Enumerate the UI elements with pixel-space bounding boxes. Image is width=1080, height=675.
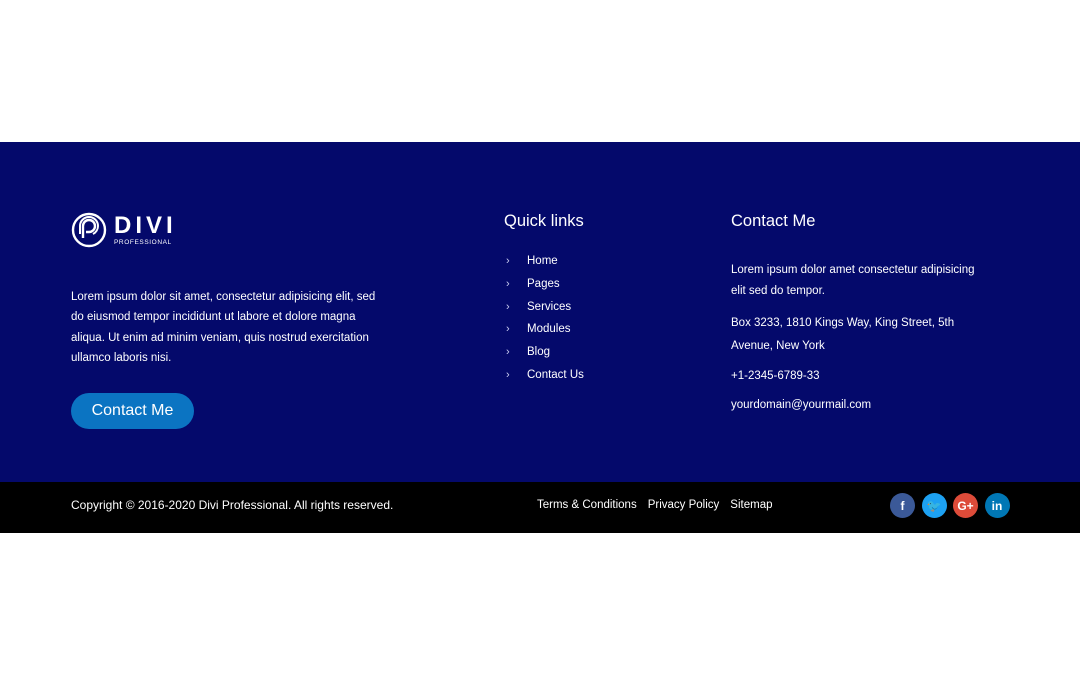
chevron-right-icon: › bbox=[506, 368, 510, 381]
brand-tagline: PROFESSIONAL bbox=[114, 238, 172, 246]
about-text: Lorem ipsum dolor sit amet, consectetur adipisicing elit, sed do eiusmod tempor incididunt ut labore et dolore magna aliqua. Ut enim ad minim veniam, quis nostrud exercitation ullamco laboris nisi. bbox=[71, 291, 376, 364]
quick-link-pages[interactable]: › Pages bbox=[506, 278, 560, 291]
quick-link-services[interactable]: › Services bbox=[506, 300, 572, 313]
facebook-icon[interactable]: f bbox=[890, 493, 915, 518]
quick-link-modules[interactable]: › Modules bbox=[506, 323, 571, 336]
contact-me-button[interactable]: Contact Me bbox=[71, 393, 194, 429]
google-plus-icon[interactable]: G+ bbox=[953, 493, 978, 518]
contact-intro: Lorem ipsum dolor amet consectetur adipisicing elit sed do tempor. bbox=[731, 264, 975, 297]
chevron-right-icon: › bbox=[506, 278, 510, 291]
legal-links bbox=[537, 497, 783, 513]
logo-mark-icon bbox=[71, 212, 107, 248]
chevron-right-icon: › bbox=[506, 323, 510, 336]
brand-logo[interactable] bbox=[71, 212, 177, 248]
quick-link-home[interactable]: › Home bbox=[506, 255, 558, 268]
terms-link[interactable]: Terms & Conditions bbox=[537, 499, 637, 511]
copyright-text: Copyright © 2016-2020 Divi Professional. All rights reserved. bbox=[71, 498, 394, 512]
contact-title: Contact Me bbox=[731, 212, 816, 230]
quick-link-contact-us[interactable]: › Contact Us bbox=[506, 368, 584, 381]
contact-address: Box 3233, 1810 Kings Way, King Street, 5th Avenue, New York bbox=[731, 317, 955, 352]
sitemap-link[interactable]: Sitemap bbox=[730, 499, 773, 511]
social-links bbox=[890, 493, 1016, 518]
contact-email[interactable]: yourdomain@yourmail.com bbox=[731, 399, 872, 411]
chevron-right-icon: › bbox=[506, 255, 510, 268]
brand-name: DIVI bbox=[114, 211, 177, 239]
quick-links-title: Quick links bbox=[504, 212, 584, 230]
contact-phone[interactable]: +1-2345-6789-33 bbox=[731, 370, 820, 382]
quick-links-list bbox=[506, 250, 584, 386]
chevron-right-icon: › bbox=[506, 346, 510, 359]
twitter-icon[interactable]: 🐦 bbox=[922, 493, 947, 518]
privacy-policy-link[interactable]: Privacy Policy bbox=[647, 499, 720, 511]
chevron-right-icon: › bbox=[506, 300, 510, 313]
quick-link-blog[interactable]: › Blog bbox=[506, 346, 551, 359]
linkedin-icon[interactable]: in bbox=[985, 493, 1010, 518]
